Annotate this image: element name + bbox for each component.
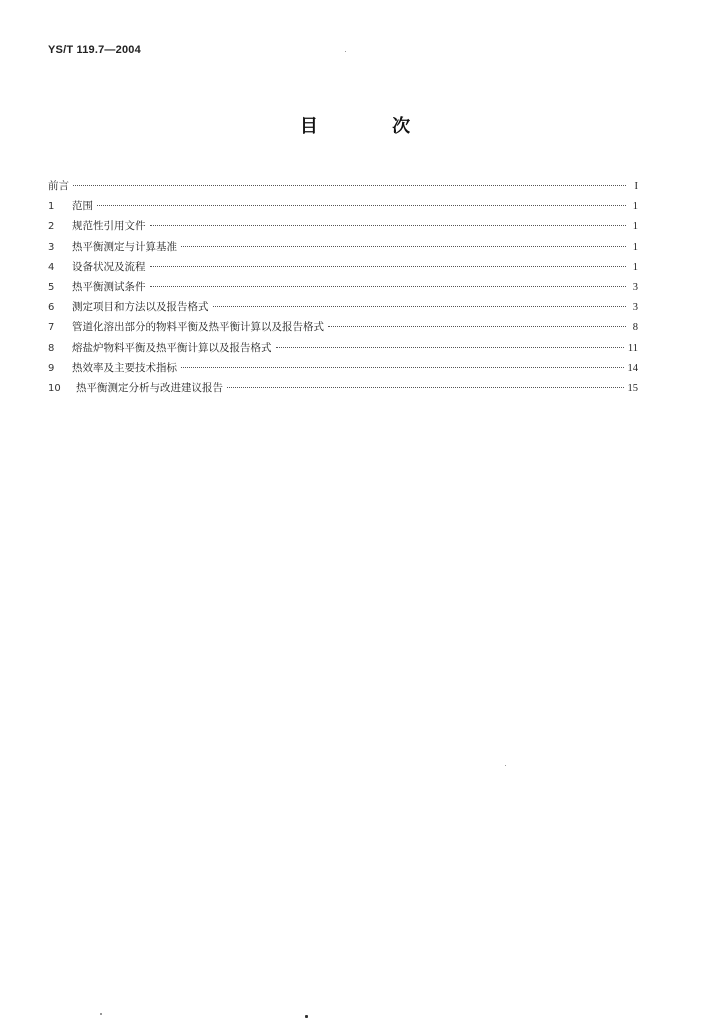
toc-entry-page: 8 [632, 322, 638, 334]
toc-entry-page: 3 [632, 302, 638, 314]
scan-speck [345, 51, 346, 52]
leader-dots [227, 387, 624, 388]
leader-dots [328, 326, 626, 327]
toc-entry-10[interactable] [48, 378, 638, 398]
toc-entry-8[interactable] [48, 338, 638, 358]
toc-entry-1[interactable] [48, 196, 638, 216]
leader-dots [150, 225, 627, 226]
toc-entry-number: 10 [48, 382, 61, 394]
toc-entry-5[interactable] [48, 277, 638, 297]
toc-entry-label: 熔盐炉物料平衡及热平衡计算以及报告格式 [72, 341, 272, 354]
toc-entry-number: 6 [48, 302, 55, 314]
toc-entry-page: 15 [627, 382, 638, 394]
toc-entry-foreword[interactable] [48, 176, 638, 196]
toc-entry-label: 前言 [48, 180, 69, 192]
toc-entry-9[interactable] [48, 358, 638, 378]
scan-speck [305, 1015, 308, 1018]
toc-entry-page: 1 [632, 261, 638, 273]
toc-entry-page: I [634, 181, 638, 192]
toc-entry-number: 9 [48, 362, 55, 374]
leader-dots [181, 246, 626, 247]
toc-entry-number: 5 [48, 281, 55, 293]
toc-entry-label: 范围 [72, 200, 93, 213]
leader-dots [150, 266, 627, 267]
leader-dots [181, 367, 624, 368]
scan-speck [505, 765, 506, 766]
toc-entry-page: 1 [632, 201, 638, 213]
table-of-contents [48, 176, 638, 398]
toc-entry-4[interactable] [48, 257, 638, 277]
toc-entry-page: 3 [632, 281, 638, 293]
toc-entry-page: 1 [632, 241, 638, 253]
toc-entry-number: 4 [48, 261, 55, 273]
toc-entry-2[interactable] [48, 216, 638, 236]
toc-entry-page: 14 [627, 362, 638, 374]
toc-entry-label: 热平衡测定分析与改进建议报告 [76, 381, 223, 394]
toc-entry-6[interactable] [48, 297, 638, 317]
scan-speck [100, 1013, 102, 1015]
toc-entry-label: 热平衡测试条件 [72, 280, 146, 293]
toc-entry-number: 3 [48, 241, 55, 253]
toc-entry-number: 7 [48, 322, 55, 334]
toc-entry-number: 1 [48, 201, 55, 213]
toc-entry-label: 规范性引用文件 [72, 220, 146, 233]
page-title: 目 次 [299, 116, 445, 137]
toc-entry-label: 热效率及主要技术指标 [72, 361, 177, 374]
leader-dots [73, 185, 626, 186]
leader-dots [213, 306, 627, 307]
leader-dots [276, 347, 624, 348]
toc-entry-3[interactable] [48, 237, 638, 257]
toc-entry-7[interactable] [48, 317, 638, 337]
toc-entry-label: 热平衡测定与计算基准 [72, 240, 177, 253]
toc-entry-page: 11 [627, 342, 638, 354]
toc-entry-label: 设备状况及流程 [72, 260, 146, 273]
standard-code: YS/T 119.7—2004 [48, 44, 141, 56]
leader-dots [97, 205, 626, 206]
toc-entry-label: 管道化溶出部分的物料平衡及热平衡计算以及报告格式 [72, 321, 324, 334]
toc-entry-number: 8 [48, 342, 55, 354]
toc-entry-label: 测定项目和方法以及报告格式 [72, 301, 209, 314]
toc-entry-page: 1 [632, 221, 638, 233]
toc-entry-number: 2 [48, 221, 55, 233]
leader-dots [150, 286, 627, 287]
